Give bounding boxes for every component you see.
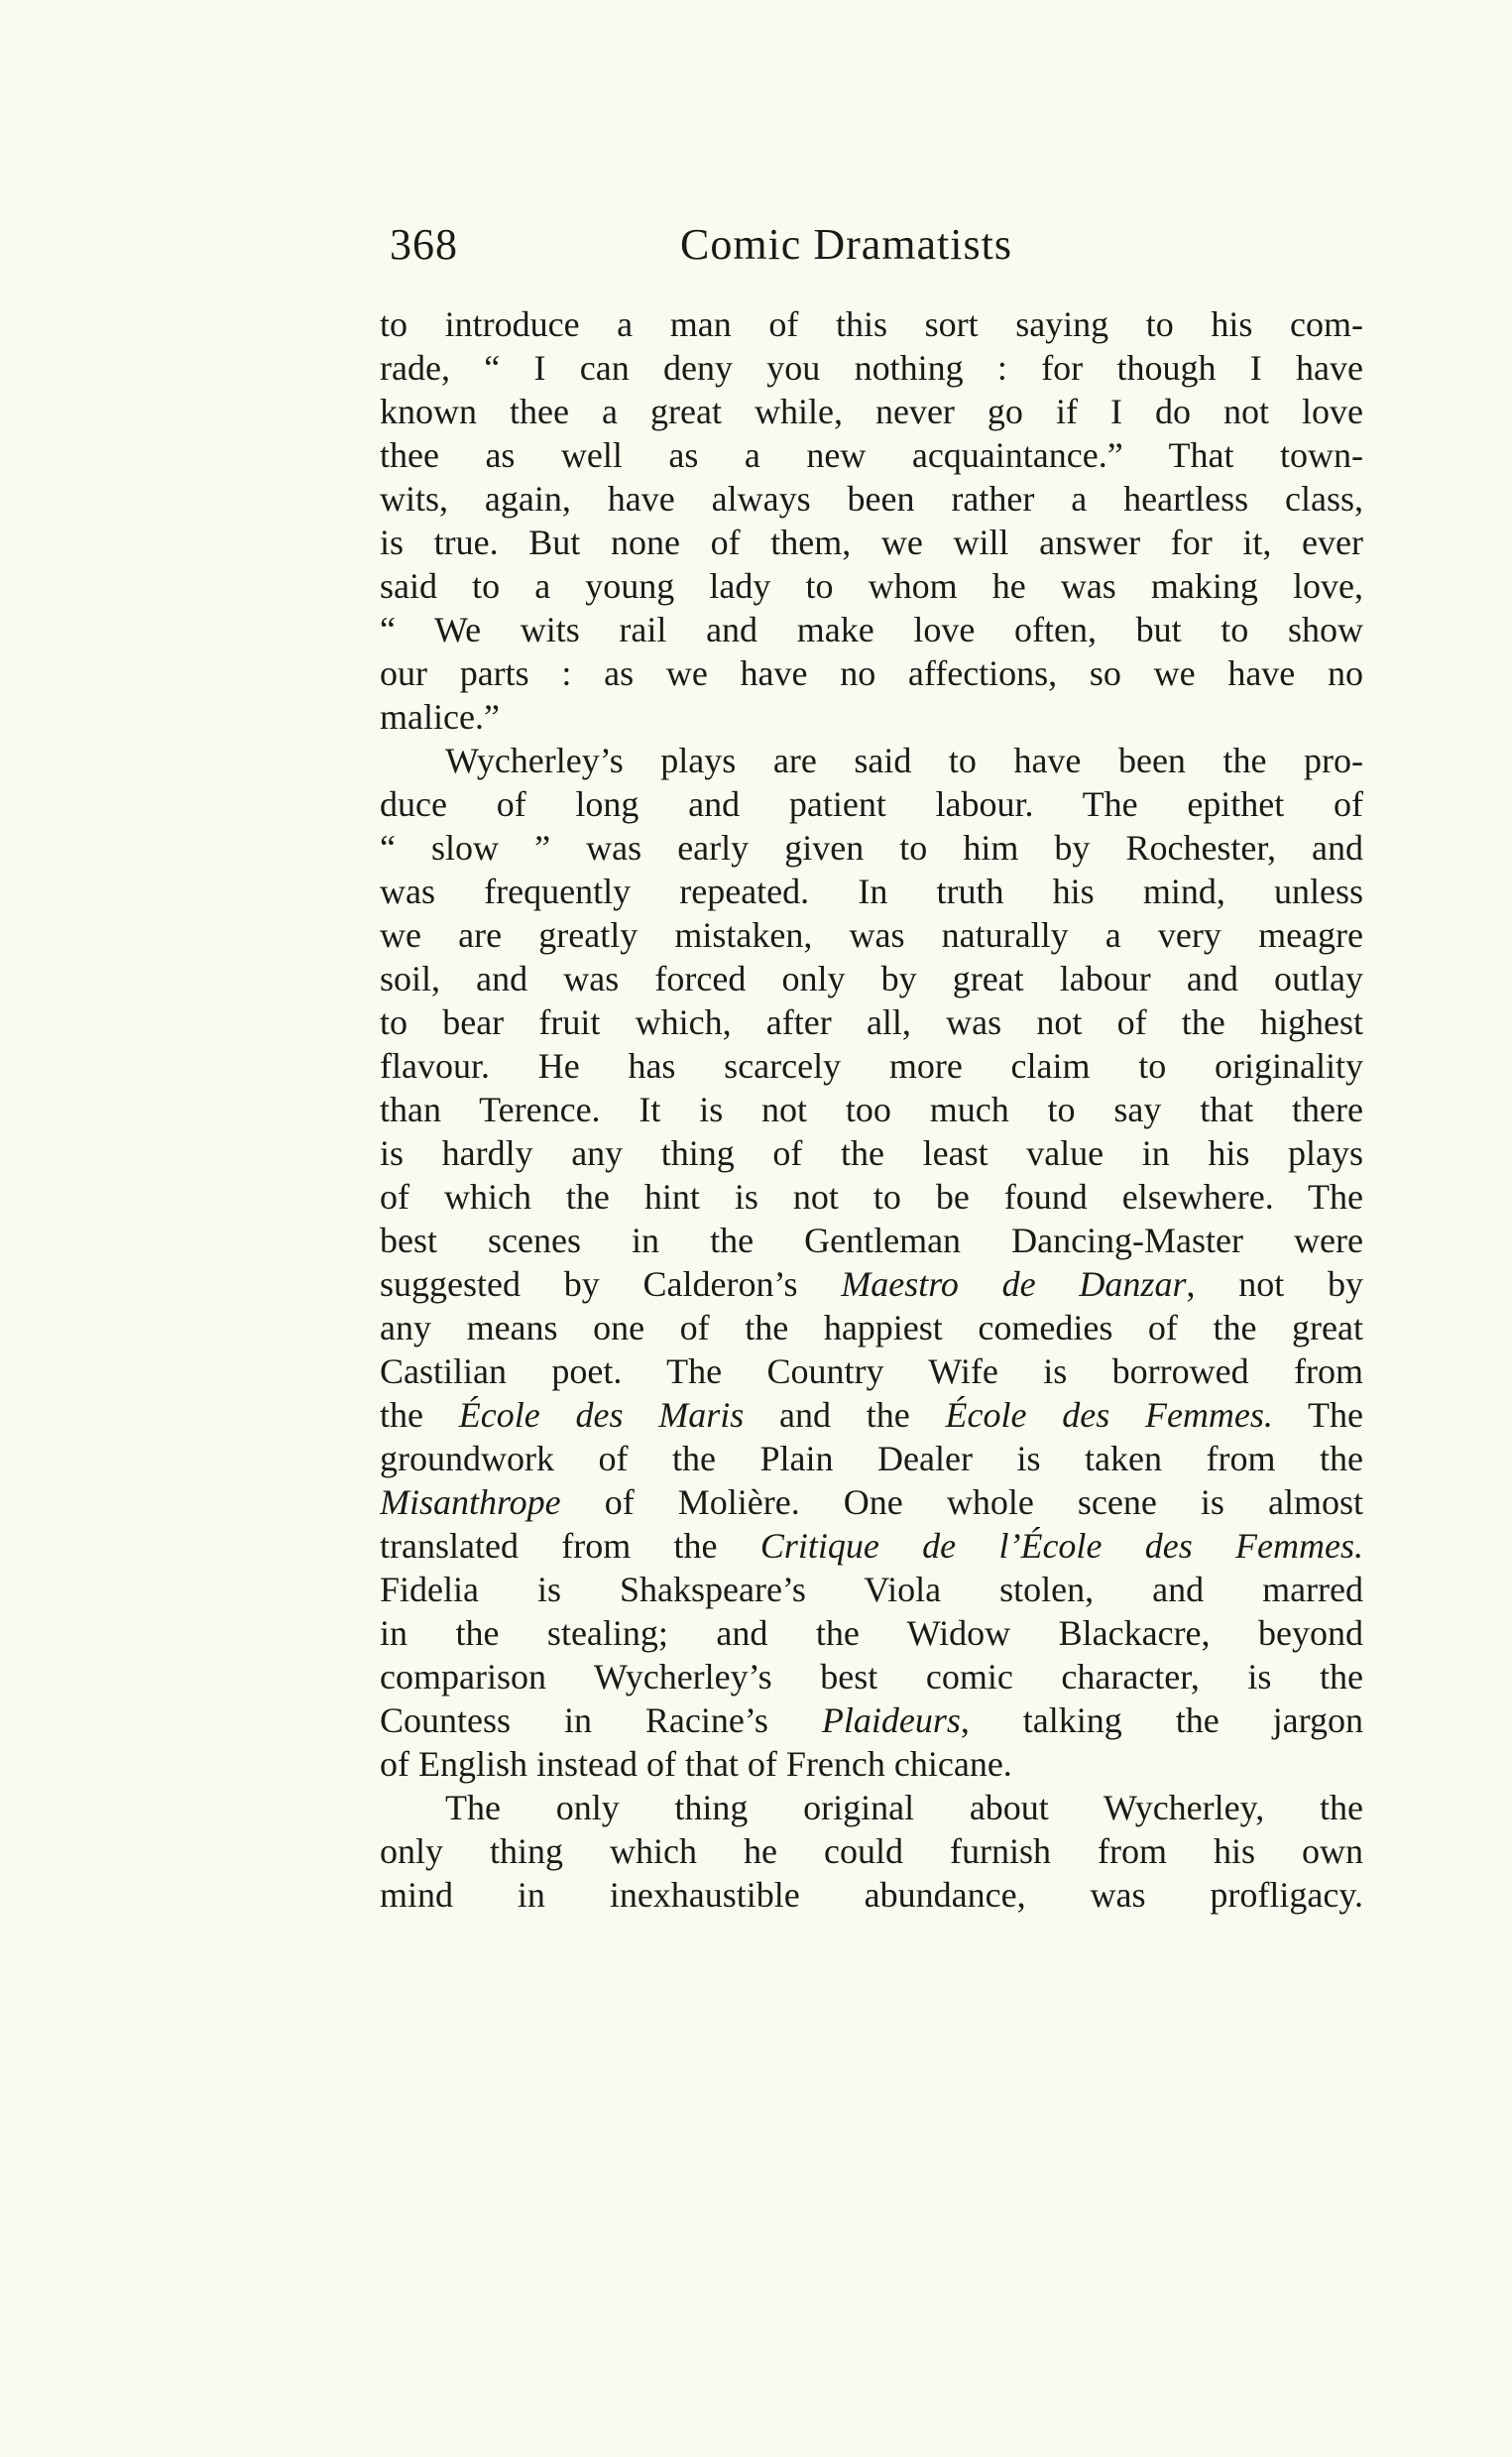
text-line: is true. But none of them, we will answer for it, ever <box>380 523 1363 562</box>
text-run: Castilian poet. The Country Wife is borrowed from <box>380 1351 1363 1391</box>
text-line: The only thing original about Wycherley, the <box>445 1788 1363 1827</box>
text-run: and the <box>744 1395 946 1435</box>
text-line <box>380 1742 1363 1786</box>
text-line <box>380 1349 1363 1393</box>
text-line <box>380 1393 1363 1437</box>
text-line: mind in inexhaustible abundance, was profligacy. <box>380 1875 1363 1915</box>
text-run: Fidelia is Shakspeare’s Viola stolen, and marred <box>380 1570 1363 1609</box>
text-line <box>380 1437 1363 1480</box>
text-run: in the stealing; and the Widow Blackacre, beyond <box>380 1613 1363 1653</box>
text-line: soil, and was forced only by great labour and outlay <box>380 959 1363 998</box>
italic-title: Misanthrope <box>380 1482 561 1522</box>
text-line <box>380 1306 1363 1349</box>
text-run: Countess in Racine’s <box>380 1700 822 1740</box>
text-line: wits, again, have always been rather a heartless class, <box>380 479 1363 519</box>
text-line: duce of long and patient labour. The epithet of <box>380 784 1363 824</box>
text-line: Wycherley’s plays are said to have been the pro- <box>445 741 1363 780</box>
text-line: to introduce a man of this sort saying to his com- <box>380 304 1363 344</box>
text-line: “ slow ” was early given to him by Rochester, and <box>380 828 1363 868</box>
text-run: The <box>1272 1395 1363 1435</box>
text-line: known thee a great while, never go if I do not love <box>380 392 1363 431</box>
text-line <box>380 1611 1363 1655</box>
text-run: comparison Wycherley’s best comic character, is the <box>380 1657 1363 1696</box>
italic-title: École des Femmes. <box>945 1395 1273 1435</box>
text-line: best scenes in the Gentleman Dancing-Master were <box>380 1221 1363 1260</box>
text-line <box>380 1480 1363 1524</box>
text-line: thee as well as a new acquaintance.” That town- <box>380 435 1363 475</box>
text-line: only thing which he could furnish from his own <box>380 1831 1363 1871</box>
text-line <box>380 1524 1363 1568</box>
text-run: of English instead of that of French chicane. <box>380 1744 1012 1784</box>
text-line: flavour. He has scarcely more claim to originality <box>380 1046 1363 1086</box>
italic-title: Plaideurs <box>821 1700 961 1740</box>
text-run: groundwork of the Plain Dealer is taken from the <box>380 1439 1363 1478</box>
text-line: is hardly any thing of the least value in his plays <box>380 1133 1363 1173</box>
text-line: “ We wits rail and make love often, but to show <box>380 610 1363 649</box>
italic-title: Critique de l’École des Femmes. <box>759 1526 1363 1566</box>
text-line: was frequently repeated. In truth his mind, unless <box>380 872 1363 911</box>
text-line: malice.” <box>380 697 500 737</box>
italic-title: Maestro de Danzar <box>841 1264 1187 1304</box>
body-text <box>380 302 1363 1929</box>
text-run: the <box>380 1395 459 1435</box>
text-run: of Molière. One whole scene is almost <box>560 1482 1363 1522</box>
running-title: Comic Dramatists <box>680 220 1012 269</box>
text-line <box>380 1655 1363 1698</box>
text-run: translated from the <box>380 1526 760 1566</box>
page-number: 368 <box>390 220 458 269</box>
text-run: suggested by Calderon’s <box>380 1264 842 1304</box>
text-line: to bear fruit which, after all, was not of the highest <box>380 1002 1363 1042</box>
text-line <box>380 1698 1363 1742</box>
text-line <box>380 1568 1363 1611</box>
text-line: we are greatly mistaken, was naturally a very meagre <box>380 915 1363 955</box>
text-line: rade, “ I can deny you nothing : for though I have <box>380 348 1363 388</box>
text-run: any means one of the happiest comedies of the great <box>380 1308 1363 1347</box>
text-run: , talking the jargon <box>960 1700 1363 1740</box>
text-line: than Terence. It is not too much to say that there <box>380 1090 1363 1129</box>
text-line: of which the hint is not to be found elsewhere. The <box>380 1177 1363 1217</box>
text-line <box>380 1262 1363 1306</box>
italic-title: École des Maris <box>458 1395 745 1435</box>
text-line: our parts : as we have no affections, so we have no <box>380 653 1363 693</box>
text-run: , not by <box>1186 1264 1363 1304</box>
text-line: said to a young lady to whom he was making love, <box>380 566 1363 606</box>
page-header <box>390 210 1363 280</box>
